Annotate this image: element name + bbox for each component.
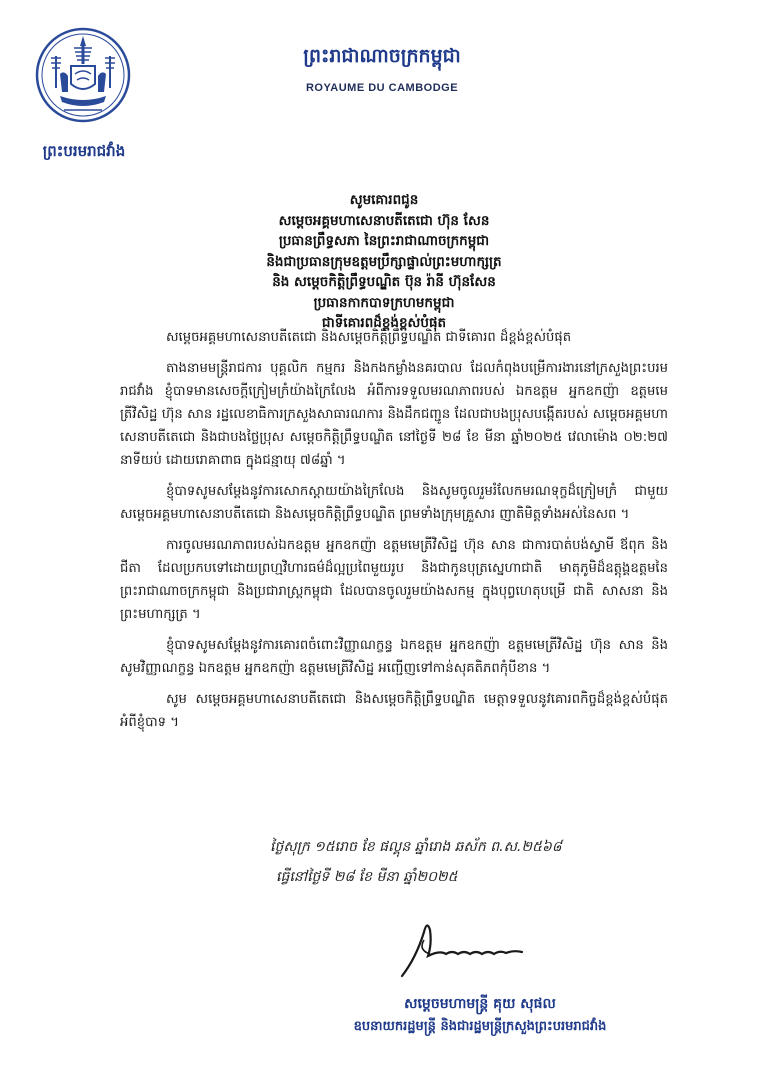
body-paragraph: តាងនាមមន្ត្រីរាជការ បុគ្គលិក កម្មករ និងកងកម្លាំងនគរបាល ដែលកំពុងបម្រើការងារនៅក្រសួងព្រះបរមរាជវាំង ខ្ញុំបាទមានសេចក្ដីក្រៀមក្រំយ៉ាងក្រៃលែង អំពីការទទួលមរណភាពរបស់ ឯកឧត្តម អ្នកឧកញ៉ា ឧត្តមមេត្រីវិសិដ្ឋ ហ៊ុន សាន រដ្ឋលេខាធិការក្រសួងសាធារណការ និងដឹកជញ្ជូន ដែលជាបងប្រុសបង្កើតរបស់ សម្ដេចអគ្គមហាសេនាបតីតេជោ និងជាបងថ្លៃប្រុស សម្ដេចកិត្តិព្រឹទ្ធបណ្ឌិត នៅថ្ងៃទី ២៨ ខែ មីនា ឆ្នាំ២០២៥ វេលាម៉ោង ០២:២៧ នាទីយប់ ដោយរោគាពាធ ក្នុងជន្មាយុ ៧៨ឆ្នាំ ។ (120, 361, 668, 468)
lunar-date: ថ្ងៃសុក្រ ១៥រោច ខែ ផល្គុន ឆ្នាំរោង ឆស័ក ព.ស.២៥៦៨ (270, 839, 562, 855)
body-paragraph: ការចូលមរណភាពរបស់ឯកឧត្តម អ្នកឧកញ៉ា ឧត្តមមេត្រីវិសិដ្ឋ ហ៊ុន សាន ជាការបាត់បង់ស្វាមី ឪពុក និងជីតា ដែលប្រកបទៅដោយព្រហ្មវិហារធម៌ដ៏ល្អប្រពៃមួយរូប និងជាកូនបុត្រស្នេហាជាតិ មាតុភូមិដ៏ឧត្ដុង្គឧត្ដមនៃព្រះរាជាណាចក្រកម្ពុជា និងប្រជារាស្ត្រកម្ពុជា ដែលបានចូលរួមយ៉ាងសកម្ម ក្នុងបុព្វហេតុបម្រើ ជាតិ សាសនា និង ព្រះមហាក្សត្រ ។ (120, 538, 668, 622)
body-paragraph: សូម សម្ដេចអគ្គមហាសេនាបតីតេជោ និងសម្ដេចកិត្តិព្រឹទ្ធបណ្ឌិត មេត្តាទទួលនូវគោរពកិច្ចដ៏ខ្ពង់ខ្ពស់បំផុត អំពីខ្ញុំបាទ ។ (120, 692, 668, 730)
addressee-line: និង សម្ដេចកិត្តិព្រឹទ្ធបណ្ឌិត ប៊ុន រ៉ានី ហ៊ុនសែន (272, 274, 496, 290)
addressee-line: ប្រធានព្រឹទ្ធសភា នៃព្រះរាជាណាចក្រកម្ពុជា (278, 233, 490, 249)
addressee-line: សម្ដេចអគ្គមហាសេនាបតីតេជោ ហ៊ុន សែន (278, 212, 490, 229)
addressee-line: សូមគោរពជូន (349, 192, 419, 208)
solar-date: ធ្វើនៅថ្ងៃទី ២៨ ខែ មីនា ឆ្នាំ២០២៥ (276, 869, 458, 885)
body-paragraph: ខ្ញុំបាទសូមសម្ដែងនូវការសោកស្ដាយយ៉ាងក្រៃលែង និងសូមចូលរួមរំលែកមរណទុក្ខដ៏ក្រៀមក្រំ ជាមួយ សម្ដេចអគ្គមហាសេនាបតីតេជោ និងសម្ដេចកិត្តិព្រឹទ្ធបណ្ឌិត ព្រមទាំងក្រុមគ្រួសារ ញាតិមិត្តទាំងអស់នៃសព ។ (120, 484, 668, 522)
body-paragraph: សម្ដេចអគ្គមហាសេនាបតីតេជោ និងសម្ដេចកិត្តិព្រឹទ្ធបណ្ឌិត ជាទីគោរព ដ៏ខ្ពង់ខ្ពស់បំផុត (166, 330, 572, 345)
kingdom-title-khmer: ព្រះរាជាណាចក្រកម្ពុជា (303, 45, 461, 67)
emblem-caption: ព្រះបរមរាជវាំង (42, 142, 126, 160)
signer-title: ឧបនាយករដ្ឋមន្ត្រី និងជារដ្ឋមន្ត្រីក្រសួងព្រះបរមរាជវាំង (353, 1019, 607, 1034)
letter-body (120, 326, 668, 742)
date-block (270, 832, 740, 892)
kingdom-heading (262, 44, 502, 94)
addressee-block (110, 190, 658, 334)
addressee-line: ជាទីគោរពដ៏ខ្ពង់ខ្ពស់បំផុត (321, 315, 447, 331)
body-paragraph: ខ្ញុំបាទសូមសម្ដែងនូវការគោរពចំពោះវិញ្ញាណក្ខន្ធ ឯកឧត្តម អ្នកឧកញ៉ា ឧត្តមមេត្រីវិសិដ្ឋ ហ៊ុន សាន និងសូមវិញ្ញាណក្ខន្ធ ឯកឧត្តម អ្នកឧកញ៉ា ឧត្តមមេត្រីវិសិដ្ឋ អញ្ជើញទៅកាន់សុគតិភពកុំបីខាន ។ (120, 638, 668, 676)
signer-name: សម្ដេចមហាមន្ត្រី គុយ សុផល (404, 996, 556, 1012)
addressee-line: ប្រធានកាកបាទក្រហមកម្ពុជា (313, 294, 455, 311)
handwritten-signature (394, 910, 534, 982)
kingdom-title-french: ROYAUME DU CAMBODGE (305, 82, 459, 94)
royal-emblem-icon (34, 26, 132, 124)
addressee-line: និងជាប្រធានក្រុមឧត្តមប្រឹក្សាផ្ទាល់ព្រះមហាក្សត្រ (266, 253, 502, 270)
signer-block (250, 992, 710, 1038)
